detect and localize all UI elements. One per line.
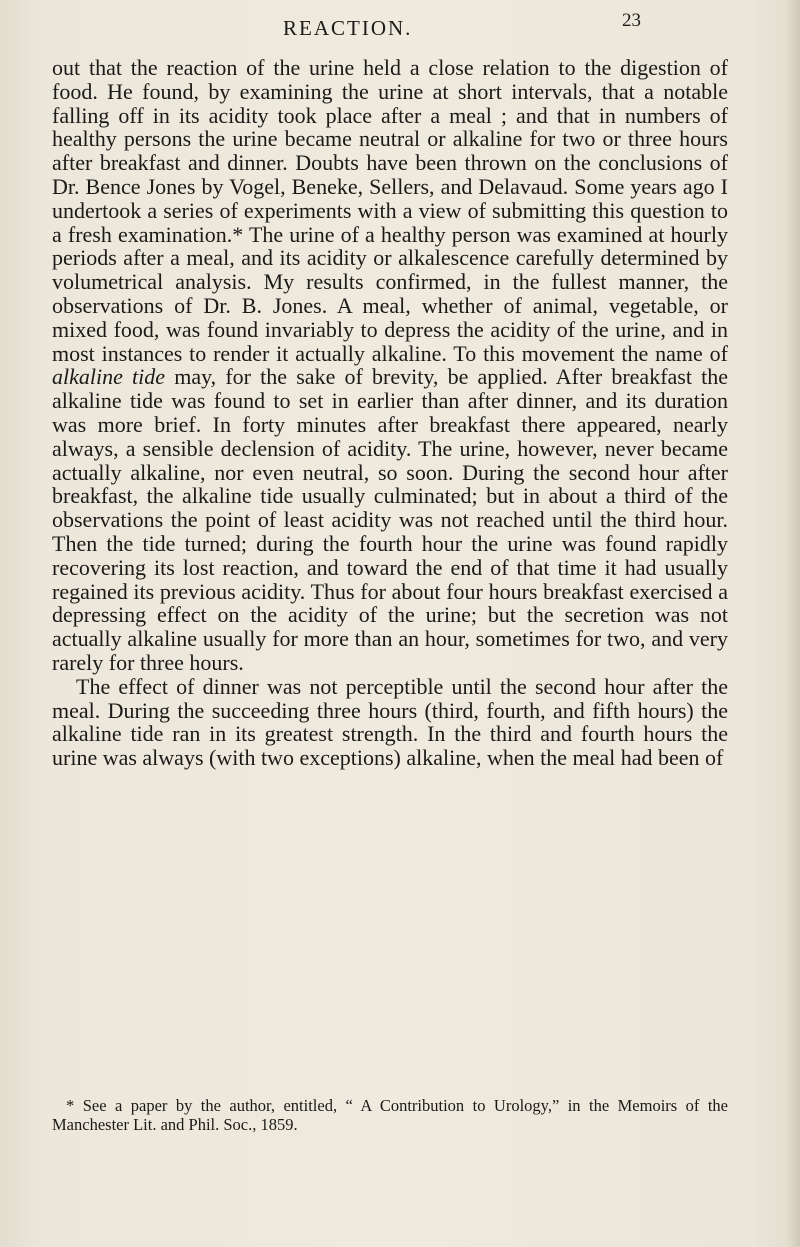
paragraph-1-text-b: The urine of a healthy person was examined at hourly periods after a meal, and its acidity or alkalescence carefully determined by volumetrical analysis. My results confirmed, in the fullest manner, the observations of Dr. B. Jones. A meal, whether of animal, vegetable, or mixed food, was found invariably to depress the acidity of the urine, and in most instances to render it actually alkaline. To this movement the name of [52, 221, 728, 366]
running-head: REACTION. [283, 16, 413, 40]
paragraph-1 [52, 56, 728, 675]
page-header [0, 10, 800, 50]
paragraph-1-text-c: may, for the sake of brevity, be applied. After breakfast the alkaline tide was found to set in earlier than after dinner, and its duration was more brief. In forty minutes after breakfast there appeared, nearly always, a sensible declension of acidity. The urine, however, never became actually alkaline, nor even neutral, so soon. During the second hour after breakfast, the alkaline tide usually culminated; but in about a third of the observations the point of least acidity was not reached until the third hour. Then the tide turned; during the fourth hour the urine was found rapidly recovering its lost reaction, and toward the end of that time it had usually regained its previous acidity. Thus for about four hours breakfast exercised a depressing effect on the acidity of the urine; but the secretion was not actually alkaline usually for more than an hour, sometimes for two, and very rarely for three hours. [52, 364, 729, 675]
paragraph-2: The effect of dinner was not perceptible until the second hour after the meal. During the succeeding three hours (third, fourth, and fifth hours) the alkaline tide ran in its greatest strength. In the third and fourth hours the urine was always (with two exceptions) alkaline, when the meal had been of [52, 673, 728, 771]
body-text [52, 56, 728, 770]
page-number: 23 [622, 10, 641, 31]
footnote-marker: * [232, 221, 244, 247]
page-edge-shadow [786, 0, 800, 1247]
paragraph-1-text-a: out that the reaction of the urine held a close relation to the digestion of food. He found, by examining the urine at short intervals, that a notable falling off in its acidity took place after a meal ; and that in numbers of healthy persons the urine became neutral or alkaline for two or three hours after breakfast and dinner. Doubts have been thrown on the conclusions of Dr. Bence Jones by Vogel, Beneke, Sellers, and Delavaud. Some years ago I undertook a series of experiments with a view of submitting this question to a fresh examination. [52, 55, 728, 247]
italic-term: alkaline tide [52, 364, 166, 390]
footnote: * See a paper by the author, entitled, “ A Contribution to Urology,” in the Memoirs of the Manchester Lit. and Phil. Soc., 1859. [52, 1096, 728, 1134]
